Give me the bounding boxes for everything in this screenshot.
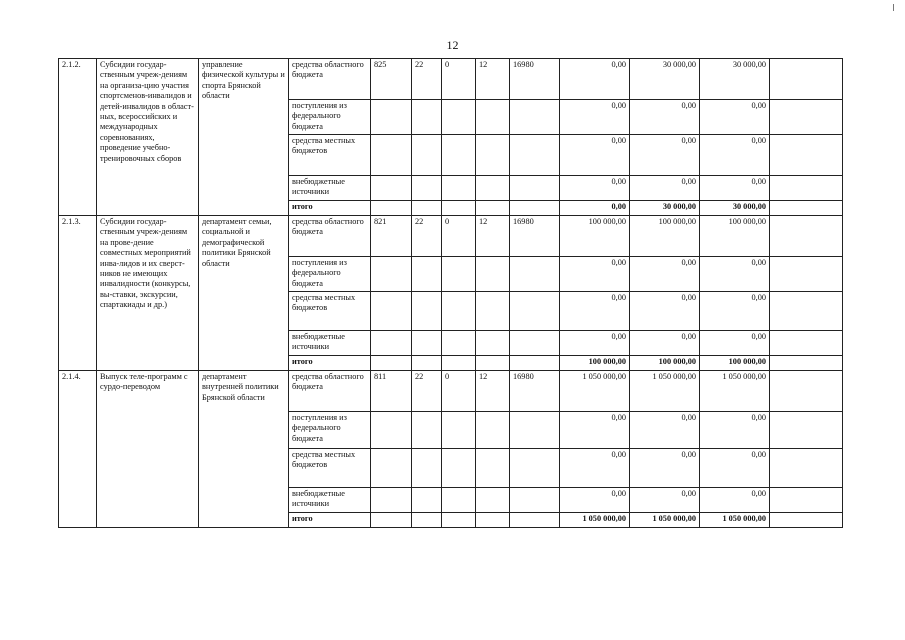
empty-cell bbox=[371, 356, 412, 371]
amount-year-3: 0,00 bbox=[700, 100, 770, 135]
empty-cell bbox=[510, 201, 560, 216]
code-program bbox=[476, 331, 510, 356]
table-row bbox=[59, 371, 843, 412]
code-gov bbox=[371, 449, 412, 488]
amount-year-2: 0,00 bbox=[630, 412, 700, 449]
amount-year-2: 0,00 bbox=[630, 100, 700, 135]
code-target bbox=[510, 100, 560, 135]
empty-cell bbox=[442, 201, 476, 216]
amount-year-2: 0,00 bbox=[630, 257, 700, 292]
code-gov: 821 bbox=[371, 216, 412, 257]
amount-year-1: 100 000,00 bbox=[560, 216, 630, 257]
code-section bbox=[412, 176, 442, 201]
amount-year-3: 100 000,00 bbox=[700, 216, 770, 257]
amount-year-1: 0,00 bbox=[560, 257, 630, 292]
code-section bbox=[412, 292, 442, 331]
funding-source: поступления из федерального бюджета bbox=[289, 412, 371, 449]
code-target bbox=[510, 292, 560, 331]
code-gov: 825 bbox=[371, 59, 412, 100]
funding-source: поступления из федерального бюджета bbox=[289, 257, 371, 292]
empty-cell bbox=[510, 356, 560, 371]
code-target bbox=[510, 449, 560, 488]
code-gov bbox=[371, 257, 412, 292]
code-section bbox=[412, 135, 442, 176]
code-program: 12 bbox=[476, 59, 510, 100]
code-program bbox=[476, 100, 510, 135]
empty-cell bbox=[476, 201, 510, 216]
amount-year-1: 0,00 bbox=[560, 135, 630, 176]
funding-source: средства местных бюджетов bbox=[289, 449, 371, 488]
amount-year-3: 0,00 bbox=[700, 449, 770, 488]
empty-cell bbox=[510, 513, 560, 528]
empty-cell bbox=[476, 513, 510, 528]
empty-cell bbox=[770, 100, 843, 135]
budget-table-body bbox=[59, 59, 843, 528]
section-number: 2.1.3. bbox=[59, 216, 97, 371]
section-title: Субсидии государ-ственным учреж-дениям на прове-дение совместных мероприятий инва-лидов и их сверст-ников не имеющих инвалидности (конкурсы, вы-ставки, экскурсии, спартакиады и др.) bbox=[97, 216, 199, 371]
empty-cell bbox=[770, 412, 843, 449]
total-amount-year-3: 30 000,00 bbox=[700, 201, 770, 216]
empty-cell bbox=[770, 331, 843, 356]
code-section: 22 bbox=[412, 216, 442, 257]
amount-year-2: 0,00 bbox=[630, 488, 700, 513]
empty-cell bbox=[770, 513, 843, 528]
total-amount-year-1: 1 050 000,00 bbox=[560, 513, 630, 528]
empty-cell bbox=[371, 513, 412, 528]
total-amount-year-3: 100 000,00 bbox=[700, 356, 770, 371]
total-amount-year-2: 30 000,00 bbox=[630, 201, 700, 216]
funding-source: средства областного бюджета bbox=[289, 59, 371, 100]
amount-year-1: 0,00 bbox=[560, 488, 630, 513]
amount-year-3: 0,00 bbox=[700, 257, 770, 292]
code-program bbox=[476, 257, 510, 292]
code-program bbox=[476, 488, 510, 513]
empty-cell bbox=[770, 201, 843, 216]
amount-year-2: 0,00 bbox=[630, 135, 700, 176]
empty-cell bbox=[476, 356, 510, 371]
code-subsection bbox=[442, 449, 476, 488]
code-subsection bbox=[442, 331, 476, 356]
code-subsection: 0 bbox=[442, 371, 476, 412]
code-target: 16980 bbox=[510, 371, 560, 412]
funding-source: внебюджетные источники bbox=[289, 176, 371, 201]
total-amount-year-1: 0,00 bbox=[560, 201, 630, 216]
total-amount-year-2: 1 050 000,00 bbox=[630, 513, 700, 528]
amount-year-3: 1 050 000,00 bbox=[700, 371, 770, 412]
code-program bbox=[476, 412, 510, 449]
code-section bbox=[412, 257, 442, 292]
funding-source: средства областного бюджета bbox=[289, 216, 371, 257]
section-executor: департамент внутренней политики Брянской области bbox=[199, 371, 289, 528]
total-label: итого bbox=[289, 513, 371, 528]
code-subsection bbox=[442, 292, 476, 331]
section-number: 2.1.2. bbox=[59, 59, 97, 216]
empty-cell bbox=[770, 176, 843, 201]
page-number: 12 bbox=[446, 38, 459, 52]
code-subsection: 0 bbox=[442, 59, 476, 100]
code-program bbox=[476, 449, 510, 488]
amount-year-3: 0,00 bbox=[700, 135, 770, 176]
amount-year-2: 30 000,00 bbox=[630, 59, 700, 100]
funding-source: средства местных бюджетов bbox=[289, 135, 371, 176]
amount-year-2: 1 050 000,00 bbox=[630, 371, 700, 412]
code-gov bbox=[371, 488, 412, 513]
code-program bbox=[476, 176, 510, 201]
total-amount-year-1: 100 000,00 bbox=[560, 356, 630, 371]
empty-cell bbox=[770, 292, 843, 331]
funding-source: внебюджетные источники bbox=[289, 488, 371, 513]
section-executor: управление физической культуры и спорта Брянской области bbox=[199, 59, 289, 216]
code-target bbox=[510, 331, 560, 356]
amount-year-3: 0,00 bbox=[700, 176, 770, 201]
amount-year-3: 0,00 bbox=[700, 292, 770, 331]
code-section bbox=[412, 100, 442, 135]
total-amount-year-3: 1 050 000,00 bbox=[700, 513, 770, 528]
amount-year-2: 100 000,00 bbox=[630, 216, 700, 257]
code-target bbox=[510, 412, 560, 449]
code-section bbox=[412, 488, 442, 513]
amount-year-3: 0,00 bbox=[700, 412, 770, 449]
empty-cell bbox=[770, 449, 843, 488]
section-number: 2.1.4. bbox=[59, 371, 97, 528]
table-row bbox=[59, 59, 843, 100]
empty-cell bbox=[371, 201, 412, 216]
code-target bbox=[510, 488, 560, 513]
empty-cell bbox=[770, 216, 843, 257]
amount-year-2: 0,00 bbox=[630, 331, 700, 356]
table-row bbox=[59, 216, 843, 257]
amount-year-3: 0,00 bbox=[700, 488, 770, 513]
empty-cell bbox=[770, 371, 843, 412]
code-target bbox=[510, 176, 560, 201]
empty-cell bbox=[770, 135, 843, 176]
code-target: 16980 bbox=[510, 216, 560, 257]
code-program: 12 bbox=[476, 216, 510, 257]
empty-cell bbox=[412, 201, 442, 216]
code-subsection bbox=[442, 488, 476, 513]
code-gov bbox=[371, 135, 412, 176]
code-gov: 811 bbox=[371, 371, 412, 412]
code-gov bbox=[371, 100, 412, 135]
code-section bbox=[412, 449, 442, 488]
code-gov bbox=[371, 412, 412, 449]
empty-cell bbox=[412, 513, 442, 528]
budget-table bbox=[58, 58, 843, 528]
code-subsection bbox=[442, 135, 476, 176]
amount-year-2: 0,00 bbox=[630, 176, 700, 201]
funding-source: поступления из федерального бюджета bbox=[289, 100, 371, 135]
empty-cell bbox=[442, 356, 476, 371]
scan-edge-mark bbox=[893, 4, 894, 11]
total-amount-year-2: 100 000,00 bbox=[630, 356, 700, 371]
empty-cell bbox=[770, 356, 843, 371]
code-subsection: 0 bbox=[442, 216, 476, 257]
code-gov bbox=[371, 292, 412, 331]
empty-cell bbox=[412, 356, 442, 371]
funding-source: средства областного бюджета bbox=[289, 371, 371, 412]
code-subsection bbox=[442, 176, 476, 201]
amount-year-3: 0,00 bbox=[700, 331, 770, 356]
code-section: 22 bbox=[412, 59, 442, 100]
total-label: итого bbox=[289, 356, 371, 371]
funding-source: средства местных бюджетов bbox=[289, 292, 371, 331]
section-executor: департамент семьи, социальной и демографической политики Брянской области bbox=[199, 216, 289, 371]
code-program bbox=[476, 135, 510, 176]
amount-year-1: 0,00 bbox=[560, 100, 630, 135]
funding-source: внебюджетные источники bbox=[289, 331, 371, 356]
section-title: Выпуск теле-программ с сурдо-переводом bbox=[97, 371, 199, 528]
empty-cell bbox=[770, 488, 843, 513]
amount-year-1: 1 050 000,00 bbox=[560, 371, 630, 412]
amount-year-1: 0,00 bbox=[560, 176, 630, 201]
code-target bbox=[510, 257, 560, 292]
code-gov bbox=[371, 331, 412, 356]
amount-year-1: 0,00 bbox=[560, 449, 630, 488]
amount-year-1: 0,00 bbox=[560, 59, 630, 100]
empty-cell bbox=[770, 59, 843, 100]
empty-cell bbox=[442, 513, 476, 528]
code-program bbox=[476, 292, 510, 331]
code-subsection bbox=[442, 100, 476, 135]
code-target bbox=[510, 135, 560, 176]
code-section: 22 bbox=[412, 371, 442, 412]
amount-year-1: 0,00 bbox=[560, 292, 630, 331]
code-section bbox=[412, 331, 442, 356]
code-subsection bbox=[442, 257, 476, 292]
section-title: Субсидии государ-ственным учреж-дениям на организа-цию участия спортсменов-инвалидов и детей-инвалидов в област-ных, всероссийских и международных соревнованиях, проведение учебно-тренировочных сборов bbox=[97, 59, 199, 216]
code-target: 16980 bbox=[510, 59, 560, 100]
amount-year-2: 0,00 bbox=[630, 449, 700, 488]
code-program: 12 bbox=[476, 371, 510, 412]
total-label: итого bbox=[289, 201, 371, 216]
amount-year-2: 0,00 bbox=[630, 292, 700, 331]
code-section bbox=[412, 412, 442, 449]
code-gov bbox=[371, 176, 412, 201]
amount-year-1: 0,00 bbox=[560, 412, 630, 449]
code-subsection bbox=[442, 412, 476, 449]
empty-cell bbox=[770, 257, 843, 292]
amount-year-3: 30 000,00 bbox=[700, 59, 770, 100]
amount-year-1: 0,00 bbox=[560, 331, 630, 356]
